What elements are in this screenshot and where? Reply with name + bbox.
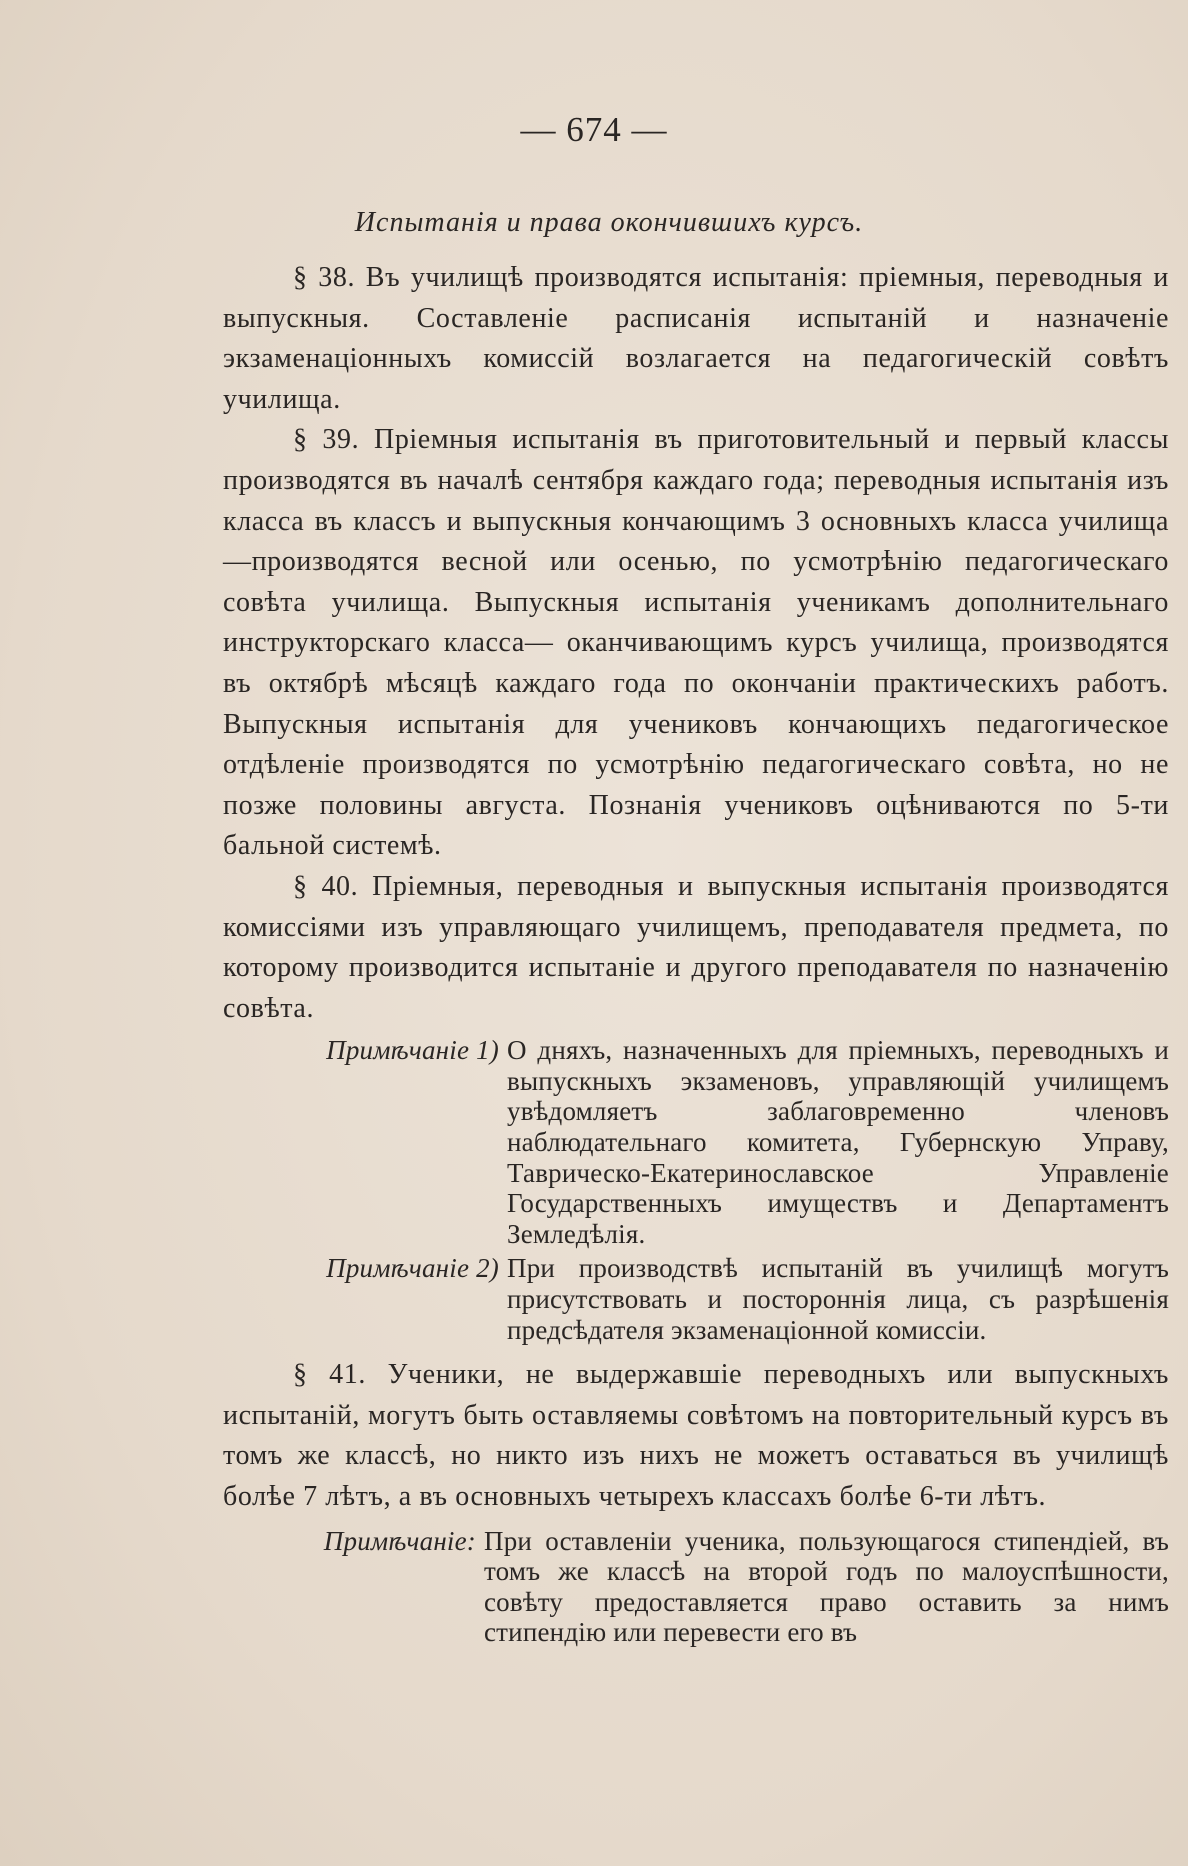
paragraph-40: § 40. Пріемныя, переводныя и выпускныя испытанія производятся комиссіями изъ управляющаго училищемъ, преподавателя предмета, по которому производится испытаніе и другого преподавателя по назначенію совѣта. — [223, 870, 1169, 1024]
note-2 — [223, 1253, 1169, 1345]
section-heading: Испытанія и права окончившихъ курсъ. — [354, 207, 864, 238]
note-3-label: Примѣчаніе: — [323, 1525, 476, 1556]
page-number: — 674 — — [520, 110, 668, 149]
document-body — [223, 258, 1169, 1648]
note-1 — [223, 1035, 1169, 1249]
paragraph-38: § 38. Въ училищѣ производятся испытанія: пріемныя, переводныя и выпускныя. Составленіе расписанія испытаній и назначеніе экзаменаціонныхъ комиссій возлагается на педагогическій совѣтъ училища. — [223, 262, 1169, 415]
note-3 — [223, 1526, 1169, 1648]
note-3-text: При оставленіи ученика, пользующагося стипендіей, въ томъ же классѣ на второй годъ по малоуспѣшности, совѣту предоставляется право оставить за нимъ стипендію или перевести его въ — [484, 1525, 1169, 1648]
note-2-label: Примѣчаніе 2) — [326, 1253, 499, 1284]
paragraph-41: § 41. Ученики, не выдержавшіе переводныхъ или выпускныхъ испытаній, могутъ быть оставляемы совѣтомъ на повторительный курсъ въ томъ же классѣ, но никто изъ нихъ не можетъ оставаться въ училищѣ болѣе 7 лѣтъ, а въ основныхъ четырехъ классахъ болѣе 6-ти лѣтъ. — [223, 1359, 1169, 1512]
paragraph-39: § 39. Пріемныя испытанія въ приготовительный и первый классы производятся въ началѣ сентября каждаго года; переводныя испытанія изъ класса въ классъ и выпускныя кончающимъ 3 основныхъ класса училища—производятся весной или осенью, по усмотрѣнію педагогическаго совѣта училища. Выпускныя испытанія ученикамъ дополнительнаго инструкторскаго класса— оканчивающимъ курсъ училища, производятся въ октябрѣ мѣсяцѣ каждаго года по окончаніи практическихъ работъ. Выпускныя испытанія для учениковъ кончающихъ педагогическое отдѣленіе производятся по усмотрѣнію педагогическаго совѣта, но не позже половины августа. Познанія учениковъ оцѣниваются по 5-ти бальной системѣ. — [223, 424, 1169, 862]
note-1-text: О дняхъ, назначенныхъ для пріемныхъ, переводныхъ и выпускныхъ экзаменовъ, управляющій училищемъ увѣдомляетъ заблаговременно членовъ наблюдательнаго комитета, Губернскую Управу, Таврическо-Екатеринославское Управленіе Государственныхъ имуществъ и Департаментъ Земледѣлія. — [507, 1035, 1169, 1249]
note-1-label: Примѣчаніе 1) — [326, 1035, 499, 1066]
note-2-text: При производствѣ испытаній въ училищѣ могутъ присутствовать и постороннія лица, съ разрѣшенія предсѣдателя экзаменаціонной комиссіи. — [507, 1253, 1169, 1345]
